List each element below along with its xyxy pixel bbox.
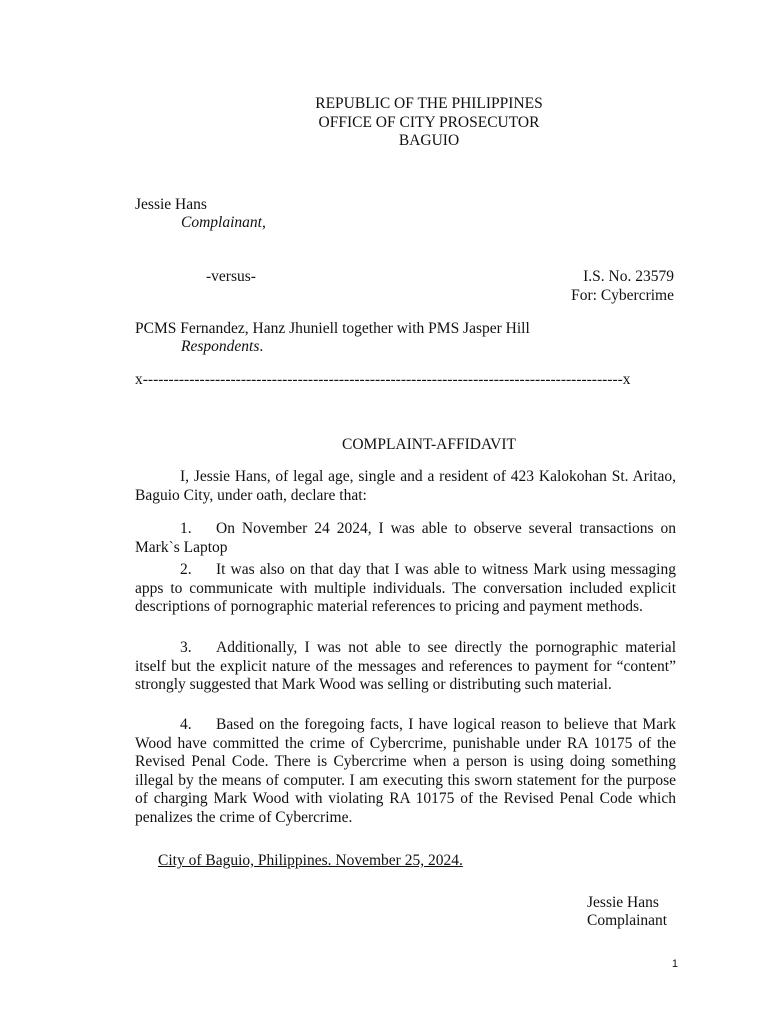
complainant-name: Jessie Hans <box>135 196 207 213</box>
document-header <box>0 95 768 151</box>
dateline: City of Baguio, Philippines. November 25, 2024. <box>158 852 463 869</box>
paragraph-1-number: 1. <box>180 520 192 537</box>
versus-label: -versus- <box>206 268 256 285</box>
header-office: OFFICE OF CITY PROSECUTOR <box>318 113 540 131</box>
header-republic: REPUBLIC OF THE PHILIPPINES <box>315 95 543 112</box>
case-offense: For: Cybercrime <box>571 286 674 304</box>
header-city: BAGUIO <box>398 132 460 149</box>
case-number: I.S. No. 23579 <box>583 268 674 285</box>
document-title: COMPLAINT-AFFIDAVIT <box>342 436 516 453</box>
paragraph-3 <box>135 639 676 695</box>
paragraph-2-text: It was also on that day that I was able to witness Mark using messaging apps to communicate with multiple individuals. The conversation included explicit descriptions of pornographic material references to pricing and payment methods. <box>135 561 676 615</box>
page-number: 1 <box>671 958 678 970</box>
respondents-role-line <box>181 338 263 357</box>
paragraph-2 <box>135 561 676 617</box>
respondents-role-suffix: . <box>259 338 264 355</box>
paragraph-3-text: Additionally, I was not able to see directly the pornographic material itself but the explicit nature of the messages and references to payment for “content” strongly suggested that Mark Wood was selling or distributing such material. <box>135 639 676 693</box>
caption-separator: x---------------------------------------------------------------------------------------------x <box>135 371 631 388</box>
respondents-names: PCMS Fernandez, Hanz Jhuniell together with PMS Jasper Hill <box>135 320 530 337</box>
paragraph-2-number: 2. <box>180 561 192 578</box>
signature-role: Complainant <box>587 912 668 929</box>
case-info <box>571 268 674 305</box>
paragraph-4-number: 4. <box>180 716 192 733</box>
intro-paragraph: I, Jessie Hans, of legal age, single and a resident of 423 Kalokohan St. Aritao, Baguio City, under oath, declare that: <box>135 468 676 504</box>
complainant-role: Complainant, <box>181 214 266 231</box>
paragraph-3-number: 3. <box>180 639 192 656</box>
paragraph-4 <box>135 716 676 827</box>
signature-name: Jessie Hans <box>587 894 659 911</box>
paragraph-1-text: On November 24 2024, I was able to observe several transactions on Mark`s Laptop <box>135 520 676 556</box>
paragraph-4-text: Based on the foregoing facts, I have logical reason to believe that Mark Wood have committed the crime of Cybercrime, punishable under RA 10175 of the Revised Penal Code. There is Cybercrime when a person is using doing something illegal by the means of computer. I am executing this sworn statement for the purpose of charging Mark Wood with violating RA 10175 of the Revised Penal Code which penalizes the crime of Cybercrime. <box>135 716 676 826</box>
respondents-role: Respondents <box>181 338 260 355</box>
paragraph-1 <box>135 520 676 557</box>
